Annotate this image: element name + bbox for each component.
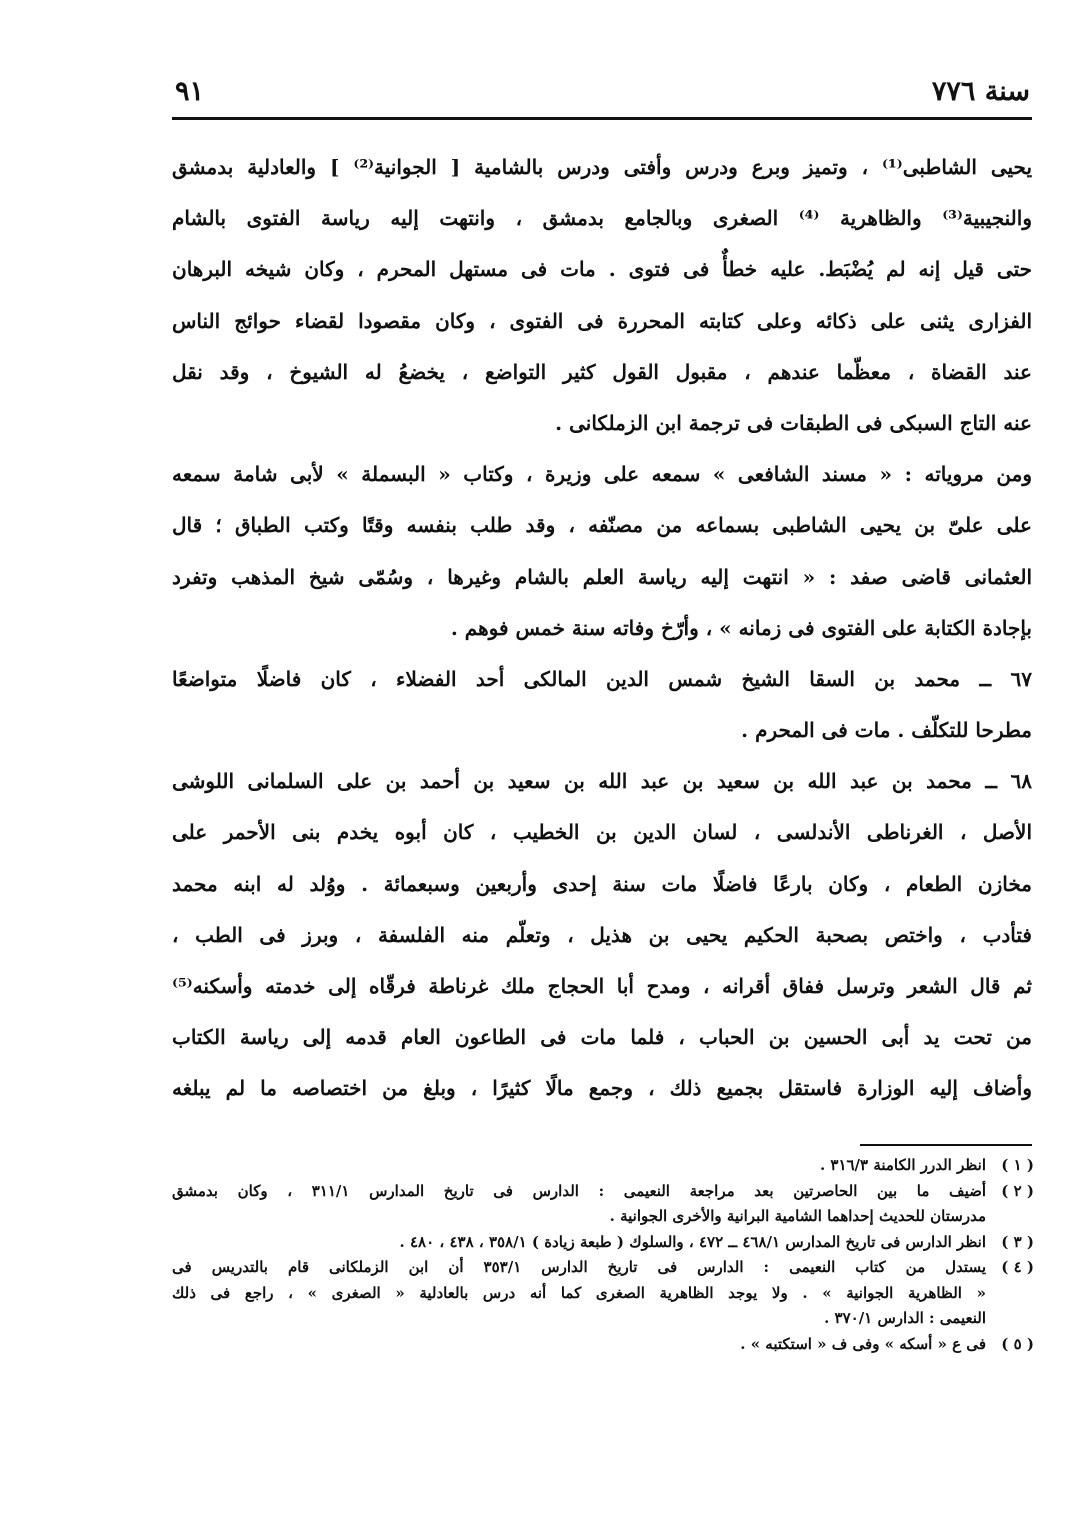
text-line: عند القضاة ، معظّما عندهم ، مقبول القول كثير التواضع ، يخضعُ له الشيوخ ، وقد نقل (172, 359, 1032, 384)
header-year: سنة ٧٧٦ (931, 76, 1030, 107)
text-line: يحيى الشاطبى⁽¹⁾ ، وتميز وبرع ودرس وأفتى ودرس بالشامية [ الجوانية⁽²⁾ ] والعادلية بدمشق (172, 155, 1032, 179)
footnote (172, 1332, 1034, 1358)
footnote-line: النعيمى : الدارس ٣٧٠/١ . (824, 1309, 986, 1327)
text-line: ثم قال الشعر وترسل ففاق أقرانه ، ومدح أبا الحجاج ملك غرناطة فرقّاه إلى خدمته وأسكنه⁽⁵⁾ (172, 974, 1032, 998)
footnotes (172, 1153, 1034, 1357)
text-line: فتأدب ، واختص بصحبة الحكيم يحيى بن هذيل ، وتعلّم منه الفلسفة ، وبرز فى الطب ، (172, 922, 1032, 947)
footnote (172, 1230, 1034, 1256)
footnote (172, 1153, 1034, 1179)
footnote-line: مدرستان للحديث إحداهما الشامية البرانية والأخرى الجوانية . (609, 1207, 986, 1225)
footnote-line: فى ع « أسكه » وفى ف « استكتبه » . (740, 1334, 986, 1353)
text-line: بإجادة الكتابة على الفتوى فى زمانه » ، وأرّخ وفاته سنة خمس فوهم . (450, 615, 1032, 640)
text-line: مخازن الطعام ، وكان بارعًا فاضلًا مات سنة إحدى وأربعين وسبعمائة . ووُلد له ابنه محمد (172, 871, 1032, 896)
text-line: مطرحا للتكلّف . مات فى المحرم . (741, 718, 1032, 743)
text-line: ومن مروياته : « مسند الشافعى » سمعه على وزيرة ، وكتاب « البسملة » لأبى شامة سمعه (172, 462, 1032, 487)
footnote (172, 1255, 1034, 1332)
footnote-number: ( ٥ ) (1001, 1334, 1034, 1353)
footnote-line: انظر الدارس فى تاريخ المدارس ٤٦٨/١ ــ ٤٧٢ ، والسلوك ( طبعة زيادة ) ٣٥٨/١ ، ٤٣٨ ، ٤٨٠ . (399, 1232, 986, 1251)
footnote (172, 1179, 1034, 1230)
footnote-line: « الظاهرية الجوانية » . ولا يوجد الظاهرية الصغرى كما أنه درس بالعادلية « الصغرى » ، راجع فى ذلك (172, 1283, 986, 1302)
footnote-number: ( ٣ ) (1001, 1232, 1034, 1251)
header-rule (172, 117, 1032, 120)
text-line: العثمانى قاضى صفد : « انتهت إليه رياسة العلم بالشام وغيرها ، وسُمّى شيخ المذهب وتفرد (172, 564, 1032, 589)
text-line: ٦٨ ــ محمد بن عبد الله بن سعيد بن عبد الله بن سعيد بن أحمد بن على السلمانى اللوشى (172, 769, 1032, 794)
footnote-separator (860, 1144, 1032, 1146)
text-line: على علىّ بن يحيى الشاطبى بسماعه من مصنّفه ، وقد طلب بنفسه وقتًا وكتب الطباق ؛ قال (172, 513, 1032, 538)
footnote-number: ( ٢ ) (1001, 1181, 1034, 1200)
footnote-line: انظر الدرر الكامنة ٣١٦/٣ . (819, 1156, 986, 1174)
footnote-number: ( ٤ ) (1001, 1258, 1034, 1276)
text-line: والنجيبية⁽³⁾ والظاهرية ⁽⁴⁾ الصغرى وبالجامع بدمشق ، وانتهت إليه رياسة الفتوى بالشام (172, 206, 1032, 231)
text-line: من تحت يد أبى الحسين بن الحباب ، فلما مات فى الطاعون العام قدمه إلى رياسة الكتاب (172, 1025, 1032, 1050)
footnote-line: أضيف ما بين الحاصرتين بعد مراجعة النعيمى : الدارس فى تاريخ المدارس ٣١١/١ ، وكان بدمشق (172, 1181, 986, 1200)
footnote-number: ( ١ ) (1001, 1156, 1034, 1174)
text-line: الأصل ، الغرناطى الأندلسى ، لسان الدين بن الخطيب ، كان أبوه يخدم بنى الأحمر على (172, 820, 1032, 845)
text-line: الفزارى يثنى على ذكائه وعلى كتابته المحررة فى الفتوى ، وكان مقصودا لقضاء حوائج الناس (172, 308, 1032, 333)
text-line: وأضاف إليه الوزارة فاستقل بجميع ذلك ، وجمع مالًا كثيرًا ، وبلغ من اختصاصه ما لم يبلغه (172, 1076, 1032, 1101)
page-header (175, 72, 1030, 114)
text-line: حتى قيل إنه لم يُضْبَط. عليه خطأٌ فى فتوى . مات فى مستهل المحرم ، وكان شيخه البرهان (172, 257, 1032, 282)
text-line: عنه التاج السبكى فى الطبقات فى ترجمة ابن الزملكانى . (555, 410, 1032, 435)
page-number: ٩١ (175, 76, 205, 107)
footnote-line: يستدل من كتاب النعيمى : الدارس فى تاريخ الدارس ٣٥٣/١ أن ابن الزملكانى قام بالتدريس فى (172, 1258, 986, 1276)
main-text (172, 142, 1032, 1115)
text-line: ٦٧ ــ محمد بن السقا الشيخ شمس الدين المالكى أحد الفضلاء ، كان فاضلًا متواضعًا (172, 666, 1032, 691)
